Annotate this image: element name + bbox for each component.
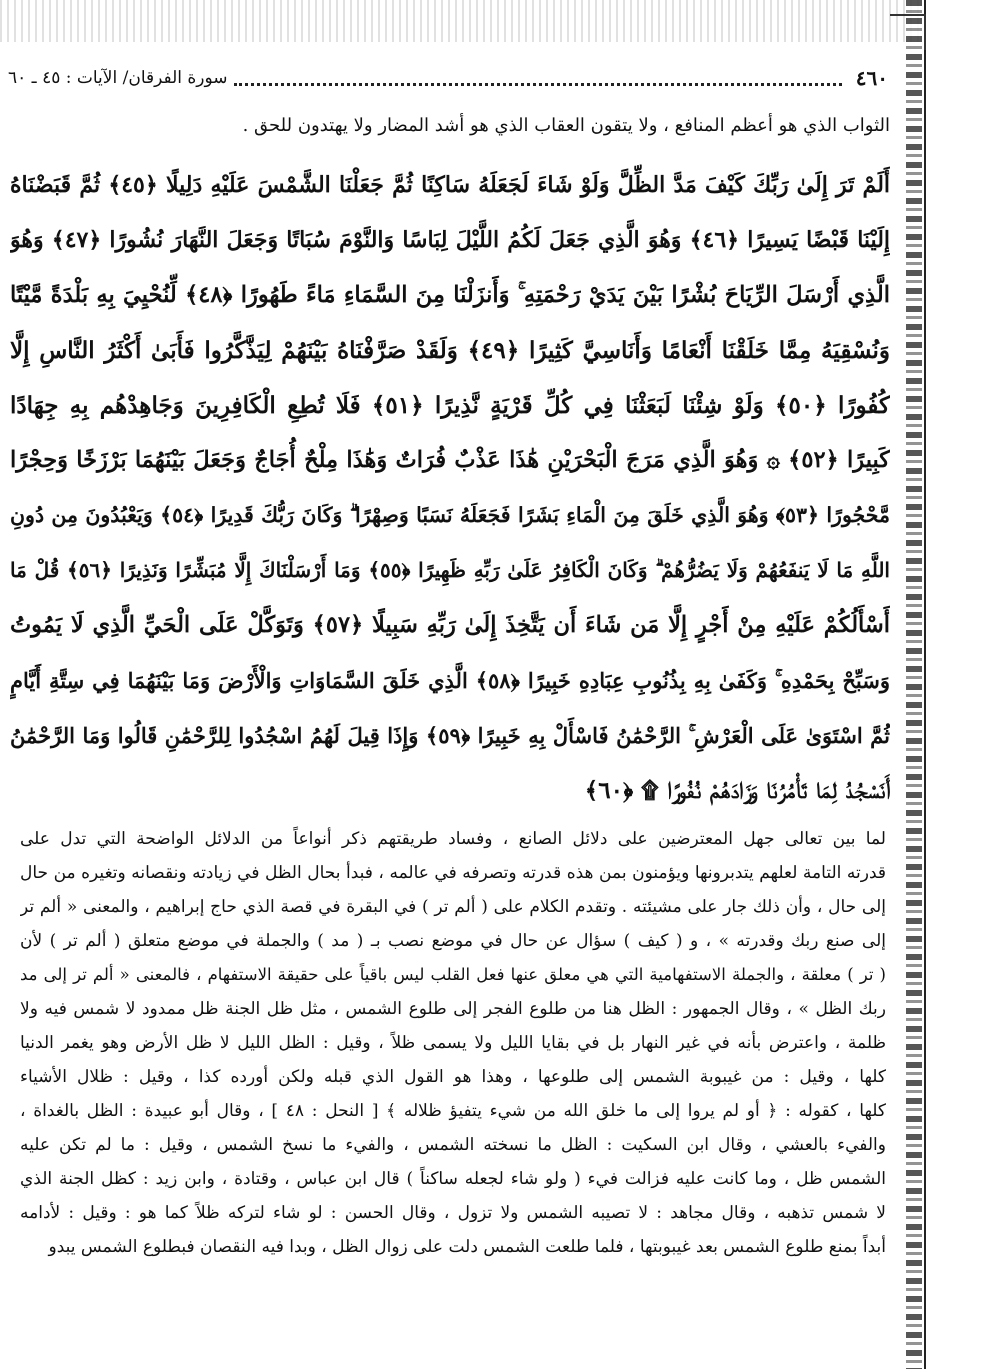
commentary-line: والفيء بالعشي ، وقال ابن السكيت : الظل ما نسخته الشمس ، والفيء ما نسخ الشمس ، وقيل : ما لم تكن عليه <box>20 1135 886 1155</box>
verse-line: أَسْأَلُكُمْ عَلَيْهِ مِنْ أَجْرٍ إِلَّا مَن شَاءَ أَن يَتَّخِذَ إِلَىٰ رَبِّهِ سَبِيلًا ﴿٥٧﴾ وَتَوَكَّلْ عَلَى الْحَيِّ الَّذِي لَا يَمُوتُ <box>10 612 890 638</box>
running-title: سورة الفرقان/ الآيات : ٤٥ ـ ٦٠ <box>8 68 228 88</box>
verse-line: أَنَسْجُدُ لِمَا تَأْمُرُنَا وَزَادَهُمْ نُفُورًا ۩ ﴿٦٠﴾ <box>584 777 890 804</box>
commentary-line: لما بين تعالى جهل المعترضين على دلائل الصانع ، وفساد طريقتهم ذكر أنواعاً من الدلائل الواضحة التي تدل على <box>20 829 886 849</box>
page-header <box>8 64 888 92</box>
commentary-line: إلى حال ، وأن ذلك جار على مشيئته . وتقدم الكلام على ( ألم تر ) في البقرة في قصة الذي حاج إبراهيم ، والمعنى « ألم تر <box>20 897 886 917</box>
verse-line: إِلَيْنَا قَبْضًا يَسِيرًا ﴿٤٦﴾ وَهُوَ الَّذِي جَعَلَ لَكُمُ اللَّيْلَ لِبَاسًا وَالنَّوْمَ سُبَاتًا وَجَعَلَ النَّهَارَ نُشُورًا ﴿٤٧﴾ وَهُوَ <box>10 227 890 253</box>
commentary-line: لا شمس تذهبه ، وقال مجاهد : لا تصيبه الشمس ولا تزول ، وقال الحسن : لو شاء لتركه ظلاً كما هو : وقيل : لأدامه <box>20 1203 886 1223</box>
commentary-line: ظلمة ، واعترض بأنه في غير النهار بل في بقايا الليل ولا يسمى ظلاً ، وقيل : الظل الليل لا ظل الأرض وهو يغمر الدنيا <box>20 1033 886 1053</box>
ornamental-border-top <box>0 0 930 42</box>
verse-line: كُفُورًا ﴿٥٠﴾ وَلَوْ شِئْنَا لَبَعَثْنَا فِي كُلِّ قَرْيَةٍ نَّذِيرًا ﴿٥١﴾ فَلَا تُطِعِ الْكَافِرِينَ وَجَاهِدْهُم بِهِ جِهَادًا <box>10 392 890 419</box>
verse-line: أَلَمْ تَرَ إِلَىٰ رَبِّكَ كَيْفَ مَدَّ الظِّلَّ وَلَوْ شَاءَ لَجَعَلَهُ سَاكِنًا ثُمَّ جَعَلْنَا الشَّمْسَ عَلَيْهِ دَلِيلًا ﴿٤٥﴾ ثُمَّ قَبَضْنَاهُ <box>10 172 890 198</box>
verse-line: مَّحْجُورًا ﴿٥٣﴾ وَهُوَ الَّذِي خَلَقَ مِنَ الْمَاءِ بَشَرًا فَجَعَلَهُ نَسَبًا وَصِهْرًا ۗ وَكَانَ رَبُّكَ قَدِيرًا ﴿٥٤﴾ وَيَعْبُدُونَ مِن دُونِ <box>10 503 890 527</box>
header-dotted-rule <box>234 83 842 86</box>
verse-line: وَسَبِّحْ بِحَمْدِهِ ۚ وَكَفَىٰ بِهِ بِذُنُوبِ عِبَادِهِ خَبِيرًا ﴿٥٨﴾ الَّذِي خَلَقَ السَّمَاوَاتِ وَالْأَرْضَ وَمَا بَيْنَهُمَا فِي سِتَّةِ أَيَّامٍ <box>10 668 890 693</box>
commentary-line: كلها ، كقوله : ﴿ أو لم يروا إلى ما خلق الله من شيء يتفيؤ ظلاله ﴾ [ النحل : ٤٨ ] ، وقال أبو عبيدة : الظل بالغداة ، <box>20 1101 886 1121</box>
commentary-line: أبداً بمنع طلوع الشمس بعد غيبوبتها ، فلما طلعت الشمس دلت على زوال الظل ، وبدا فيه النقصان فبطلوع الشمس يبدو <box>48 1237 886 1257</box>
commentary-line: إلى صنع ربك وقدرته » ، و ( كيف ) سؤال عن حال في موضع نصب بـ ( مد ) والجملة في موضع متعلق ( ألم تر ) لأن <box>20 931 886 951</box>
verse-line: اللَّهِ مَا لَا يَنفَعُهُمْ وَلَا يَضُرُّهُمْ ۗ وَكَانَ الْكَافِرُ عَلَىٰ رَبِّهِ ظَهِيرًا ﴿٥٥﴾ وَمَا أَرْسَلْنَاكَ إِلَّا مُبَشِّرًا وَنَذِيرًا ﴿٥٦﴾ قُلْ مَا <box>10 558 890 582</box>
page-number: ٤٦٠ <box>855 66 888 90</box>
ornamental-border-right <box>906 0 922 1369</box>
border-line-right <box>924 0 926 1369</box>
quran-verses-block <box>10 158 890 818</box>
commentary-line: كلها ، وقيل : من غيبوبة الشمس إلى طلوعها ، وهذا هو القول الذي قبله ولكن أورده كذا ، وقيل : ظلال الأشياء <box>20 1067 886 1087</box>
verse-line: ثُمَّ اسْتَوَىٰ عَلَى الْعَرْشِ ۚ الرَّحْمَٰنُ فَاسْأَلْ بِهِ خَبِيرًا ﴿٥٩﴾ وَإِذَا قِيلَ لَهُمُ اسْجُدُوا لِلرَّحْمَٰنِ قَالُوا وَمَا الرَّحْمَٰنُ <box>10 723 890 748</box>
commentary-block <box>20 822 886 1264</box>
border-corner <box>890 14 926 50</box>
verse-line: كَبِيرًا ﴿٥٢﴾ ۞ وَهُوَ الَّذِي مَرَجَ الْبَحْرَيْنِ هَٰذَا عَذْبٌ فُرَاتٌ وَهَٰذَا مِلْحٌ أُجَاجٌ وَجَعَلَ بَيْنَهُمَا بَرْزَخًا وَحِجْرًا <box>10 447 890 473</box>
commentary-line: ( تر ) معلقة ، والجملة الاستفهامية التي هي معلق عنها فعل القلب ليس باقياً على حقيقة الاستفهام ، فالمعنى « ألم تر إلى مد <box>20 965 886 984</box>
commentary-line: الشمس ظل ، وما كانت عليه فزالت فيء ( ولو شاء لجعله ساكناً ) قال ابن عباس ، وقتادة ، وابن زيد : كظل الجنة الذي <box>20 1169 886 1189</box>
intro-line: الثواب الذي هو أعظم المنافع ، ولا يتقون العقاب الذي هو أشد المضار ولا يهتدون للحق . <box>242 115 890 136</box>
commentary-line: ربك الظل » ، وقال الجمهور : الظل هنا من طلوع الفجر إلى طلوع الشمس ، مثل ظل الجنة ظل ممدود لا شمس فيه ولا <box>20 999 886 1019</box>
verse-line: الَّذِي أَرْسَلَ الرِّيَاحَ بُشْرًا بَيْنَ يَدَيْ رَحْمَتِهِ ۚ وَأَنزَلْنَا مِنَ السَّمَاءِ مَاءً طَهُورًا ﴿٤٨﴾ لِّنُحْيِيَ بِهِ بَلْدَةً مَّيْتًا <box>10 282 890 308</box>
commentary-line: قدرته التامة لعلهم يتدبرونها ويؤمنون بمن هذه قدرته وتصرفه في عالمه ، فبدأ بحال الظل في زيادته ونقصانه وتغيره من حال <box>20 863 886 883</box>
verse-line: وَنُسْقِيَهُ مِمَّا خَلَقْنَا أَنْعَامًا وَأَنَاسِيَّ كَثِيرًا ﴿٤٩﴾ وَلَقَدْ صَرَّفْنَاهُ بَيْنَهُمْ لِيَذَّكَّرُوا فَأَبَىٰ أَكْثَرُ النَّاسِ إِلَّا <box>10 337 890 364</box>
